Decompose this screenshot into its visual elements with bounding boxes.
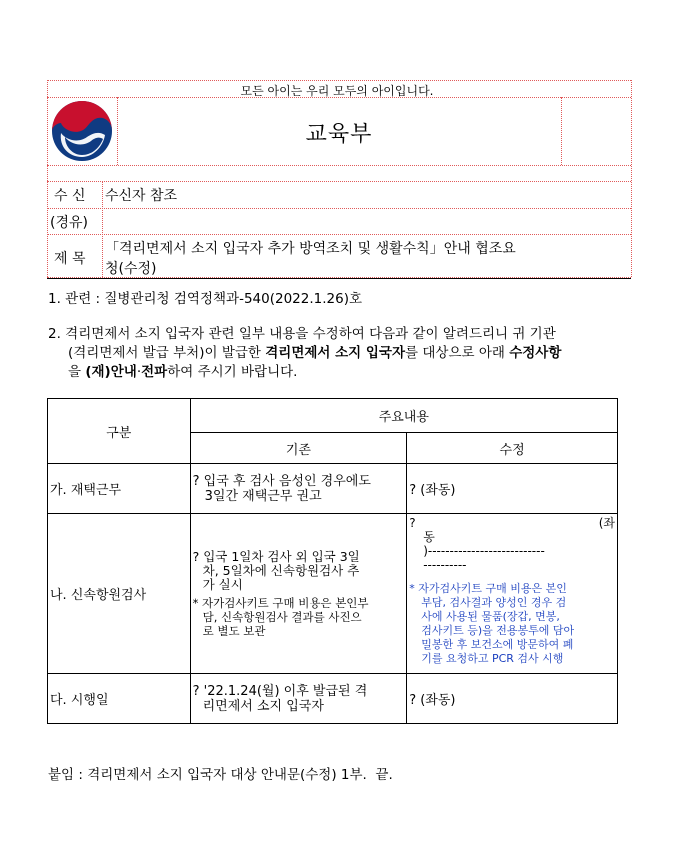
text-span: 을 bbox=[68, 364, 86, 380]
row-category: 다. 시행일 bbox=[48, 674, 191, 724]
paragraph-line bbox=[68, 341, 561, 361]
slogan: 모든 아이는 우리 모두의 아이입니다. bbox=[240, 84, 434, 98]
header-main-content: 주요내용 bbox=[190, 399, 617, 433]
header-category: 구분 bbox=[48, 399, 191, 464]
frame-line bbox=[47, 181, 631, 182]
attachment-line: 붙임 : 격리면제서 소지 입국자 대상 안내문(수정) 1부. 끝. bbox=[48, 767, 393, 783]
row-after bbox=[407, 514, 618, 674]
text-span-bold: 수정사항 bbox=[509, 345, 562, 361]
cell-line-note: 사에 사용된 물품(장갑, 면봉, bbox=[421, 610, 560, 623]
cell-line bbox=[409, 516, 615, 530]
row-before bbox=[190, 674, 407, 724]
text-span: (격리면제서 발급 부처)이 발급한 bbox=[68, 345, 266, 361]
paragraph-line bbox=[68, 360, 297, 380]
divider bbox=[47, 278, 631, 279]
table-row bbox=[48, 464, 618, 514]
cell-line: ? 입국 후 검사 음성인 경우에도 bbox=[192, 473, 371, 489]
cell-line-note: 부담, 검사결과 양성인 경우 검 bbox=[421, 596, 567, 609]
frame-line bbox=[47, 80, 48, 277]
text-span-bold: (재)안내 bbox=[85, 364, 137, 380]
cell-line-note: 검사키트 등)을 전용봉투에 담아 bbox=[421, 624, 575, 637]
cell-text: ? bbox=[409, 516, 416, 530]
text-span: 를 대상으로 아래 bbox=[405, 345, 510, 361]
recipient-label: 수 신 bbox=[54, 188, 86, 204]
cell-line: * 자가검사키트 구매 비용은 본인부 bbox=[192, 595, 369, 610]
frame-line bbox=[47, 234, 631, 235]
cell-line: 가 실시 bbox=[202, 576, 243, 592]
frame-line bbox=[102, 181, 103, 277]
row-category: 가. 재택근무 bbox=[48, 464, 191, 514]
cell-line-note: 밀봉한 후 보건소에 방문하여 폐 bbox=[421, 638, 574, 651]
text-span-bold: 격리면제서 소지 입국자 bbox=[265, 345, 406, 361]
row-category: 나. 신속항원검사 bbox=[48, 514, 191, 674]
cell-line: 담, 신속항원검사 결과를 사진으 bbox=[202, 609, 362, 624]
subject-line-2: 청(수정) bbox=[105, 261, 157, 277]
row-before bbox=[190, 464, 407, 514]
cell-line: ---------- bbox=[423, 558, 467, 572]
frame-line bbox=[47, 165, 631, 166]
table-row bbox=[48, 514, 618, 674]
paragraph-line: 2. 격리면제서 소지 입국자 관련 일부 내용을 수정하여 다음과 같이 알려드리니 귀 기관 bbox=[48, 326, 556, 342]
text-span: 하여 주시기 바랍니다. bbox=[167, 364, 298, 380]
government-logo-icon bbox=[49, 99, 115, 163]
cell-line: )--------------------------- bbox=[423, 544, 545, 558]
via-label: (경유) bbox=[50, 215, 88, 231]
frame-line bbox=[561, 97, 562, 165]
subject-line-1: 「격리면제서 소지 입국자 추가 방역조치 및 생활수칙」안내 협조요 bbox=[105, 241, 516, 257]
header-after: 수정 bbox=[407, 433, 618, 464]
header-before: 기존 bbox=[190, 433, 407, 464]
text-span: · bbox=[136, 364, 142, 380]
content-table bbox=[47, 398, 618, 724]
cell-line-note: 기를 요청하고 PCR 검사 시행 bbox=[421, 652, 564, 665]
recipient-value: 수신자 참조 bbox=[105, 188, 178, 204]
text-span-bold: 전파 bbox=[141, 364, 168, 380]
cell-line: 차, 5일차에 신속항원검사 추 bbox=[202, 562, 360, 578]
frame-line bbox=[47, 80, 631, 81]
ministry-name: 교육부 bbox=[305, 122, 373, 147]
subject-label: 제 목 bbox=[54, 251, 86, 267]
row-after: ? (좌동) bbox=[407, 674, 618, 724]
cell-text: (좌 bbox=[598, 516, 615, 530]
cell-line: 동 bbox=[423, 530, 435, 544]
row-after: ? (좌동) bbox=[407, 464, 618, 514]
reference-item: 1. 관련 : 질병관리청 검역정책과-540(2022.1.26)호 bbox=[48, 291, 363, 307]
cell-line: 로 별도 보관 bbox=[202, 623, 266, 638]
cell-line-note: * 자가검사키트 구매 비용은 본인 bbox=[409, 582, 567, 595]
cell-line: ? 입국 1일차 검사 외 입국 3일 bbox=[192, 548, 360, 564]
frame-line bbox=[631, 80, 632, 277]
cell-line: 리면제서 소지 입국자 bbox=[202, 698, 324, 714]
cell-line: ? '22.1.24(월) 이후 발급된 격 bbox=[192, 683, 368, 699]
row-before bbox=[190, 514, 407, 674]
cell-line: 3일간 재택근무 권고 bbox=[204, 488, 322, 504]
frame-line bbox=[47, 208, 631, 209]
table-row bbox=[48, 674, 618, 724]
